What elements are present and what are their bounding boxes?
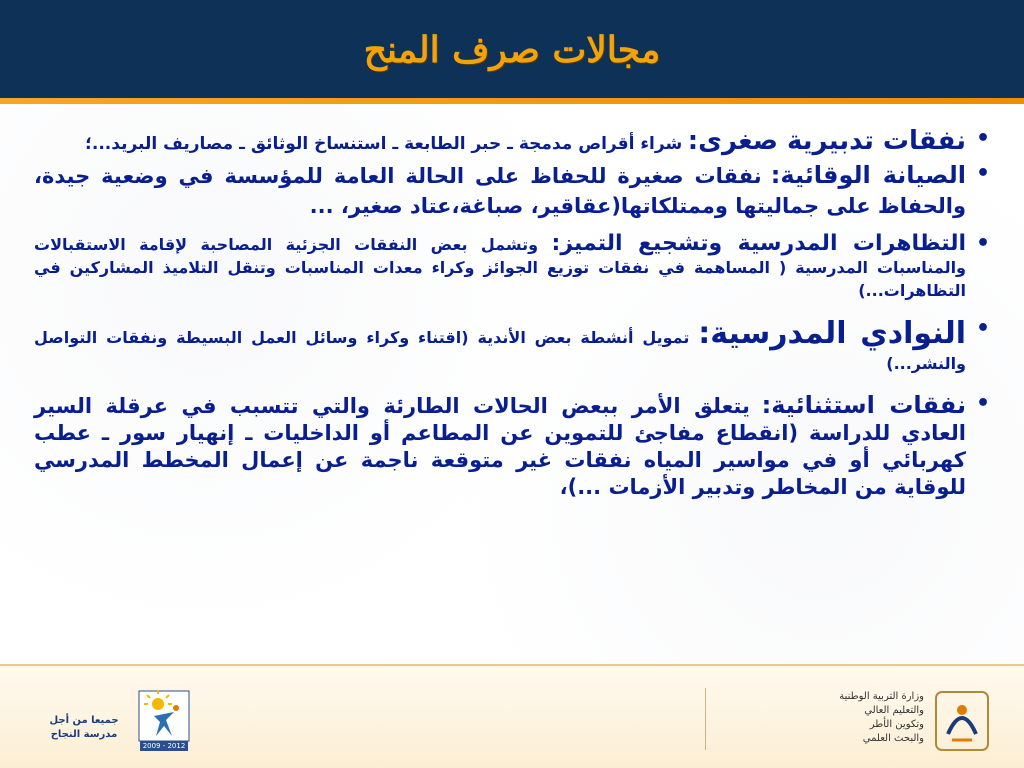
bullet-heading: النوادي المدرسية: [698, 316, 966, 351]
bullet-heading: نفقات استثنائية: [761, 391, 967, 419]
ministry-line: وتكوين الأطر [869, 719, 924, 730]
ministry-line: والبحث العلمي [862, 733, 924, 744]
bullet-text: شراء أقراص مدمجة ـ حبر الطابعة ـ استنساخ الوثائق ـ مصاريف البريد...؛ [85, 134, 683, 154]
slogan-line: جميعا من أجل [49, 715, 119, 726]
ministry-line: وزارة التربية الوطنية [839, 691, 924, 702]
bullet-icon: • [975, 161, 990, 186]
bullet-text: وتشمل بعض النفقات الجزئية المصاحبة لإقامة الاستقبالات والمناسبات المدرسية ( المساهمة في نفقات توزيع الجوائز وكراء معدات المناسبات وتنقل التلاميذ المشاركين في التظاهرات...) [34, 235, 966, 300]
bullet-text: تمويل أنشطة بعض الأندية (اقتناء وكراء وسائل العمل البسيطة ونفقات التواصل والنشر...) [34, 328, 966, 373]
bullet-item [34, 316, 994, 377]
bullet-text: يتعلق الأمر ببعض الحالات الطارئة والتي تتسبب في عرقلة السير العادي للدراسة (انقطاع مفاجئ للتموين عن المطاعم أو الداخليات ـ إنهيار سور ـ عطب كهربائي أو في مواسير المياه نفقات غير متوقعة ناجمة عن إعمال المخطط المدرسي للوقاية من المخاطر وتدبير الأزمات ...)، [34, 394, 966, 499]
bullet-heading: الصيانة الوقائية: [770, 161, 966, 189]
slogan [38, 714, 130, 742]
bullet-icon: • [975, 231, 990, 256]
bullet-icon: • [975, 391, 990, 416]
footer-divider [705, 688, 706, 750]
slogan-line: مدرسة النجاح [50, 729, 118, 740]
bullet-item [34, 231, 994, 302]
bullet-icon: • [975, 126, 990, 151]
bullet-item [34, 161, 994, 221]
slide-title: مجالات صرف المنح [363, 29, 661, 71]
ministry-logo-icon [934, 690, 990, 752]
bullet-text: نفقات صغيرة للحفاظ على الحالة العامة للمؤسسة في وضعية جيدة، والحفاظ على جماليتها وممتلكاتها(عقاقير، صباغة،عتاد صغير، ... [34, 164, 966, 218]
ministry-name [714, 690, 924, 746]
bullet-item [34, 126, 994, 157]
bullet-icon: • [975, 316, 990, 341]
footer-divider-line [0, 664, 1024, 666]
program-years-badge: 2009 - 2012 [140, 741, 188, 751]
ministry-line: والتعليم العالي [864, 705, 924, 716]
bullet-list [34, 126, 994, 501]
bullet-item [34, 391, 994, 501]
bullet-heading: التظاهرات المدرسية وتشجيع التميز: [551, 231, 966, 256]
bullet-heading: نفقات تدبيرية صغرى: [687, 126, 966, 156]
